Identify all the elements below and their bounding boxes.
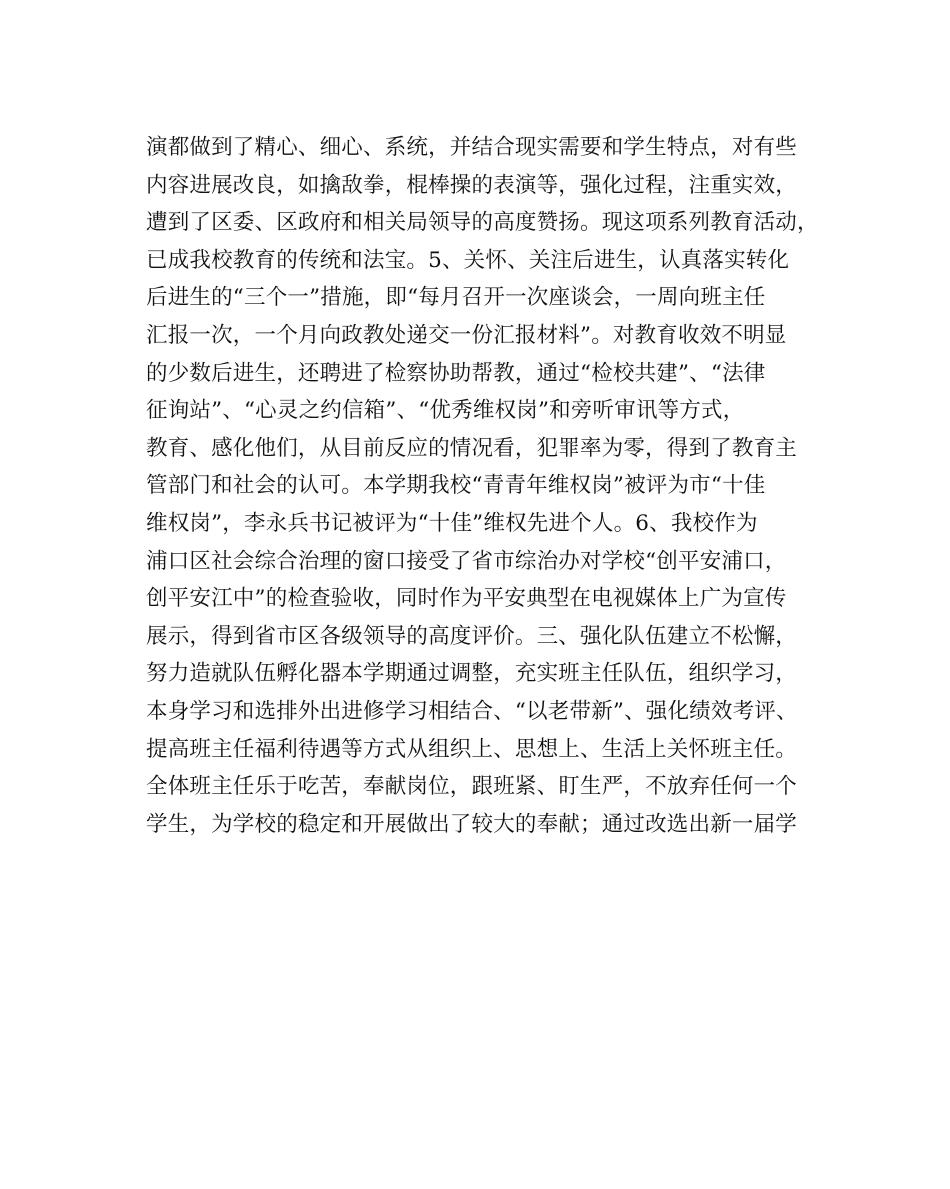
body-text [146,129,846,843]
text-line: 学生，为学校的稳定和开展做出了较大的奉献；通过改选出新一届学 [146,811,798,837]
text-line: 展示，得到省市区各级领导的高度评价。三、强化队伍建立不松懈， [146,623,798,649]
text-line: 后进生的“三个一”措施，即“每月召开一次座谈会，一周向班主任 [146,285,766,311]
text-line: 浦口区社会综合治理的窗口接受了省市综治办对学校“创平安浦口， [146,548,787,574]
text-line: 征询站”、“心灵之约信箱”、“优秀维权岗”和旁听审讯等方式， [146,398,745,424]
text-line: 内容进展改良，如擒敌拳，棍棒操的表演等，强化过程，注重实效， [146,172,798,198]
text-line: 维权岗”，李永兵书记被评为“十佳”维权先进个人。6、我校作为 [146,510,758,536]
text-line: 管部门和社会的认可。本学期我校“青青年维权岗”被评为市“十佳 [146,473,766,499]
text-line: 本身学习和选排外出进修学习相结合、“以老带新”、强化绩效考评、 [146,698,798,724]
text-line: 全体班主任乐于吃苦，奉献岗位，跟班紧、盯生严，不放弃任何一个 [146,774,798,800]
text-line: 提高班主任福利待遇等方式从组织上、思想上、生活上关怀班主任。 [146,736,798,762]
text-line: 已成我校教育的传统和法宝。5、关怀、关注后进生，认真落实转化 [146,247,790,273]
text-line: 努力造就队伍孵化器本学期通过调整，充实班主任队伍，组织学习， [146,661,798,687]
text-line: 遭到了区委、区政府和相关局领导的高度赞扬。现这项系列教育活动， [146,210,819,236]
text-line: 的少数后进生，还聘进了检察协助帮教，通过“检校共建”、“法律 [146,360,766,386]
text-line: 教育、感化他们，从目前反应的情况看，犯罪率为零，得到了教育主 [146,435,798,461]
text-line: 演都做到了精心、细心、系统，并结合现实需要和学生特点，对有些 [146,135,798,160]
text-line: 创平安江中”的检查验收，同时作为平安典型在电视媒体上广为宣传 [146,586,787,612]
text-line: 汇报一次，一个月向政教处递交一份汇报材料”。对教育收效不明显 [146,322,787,348]
